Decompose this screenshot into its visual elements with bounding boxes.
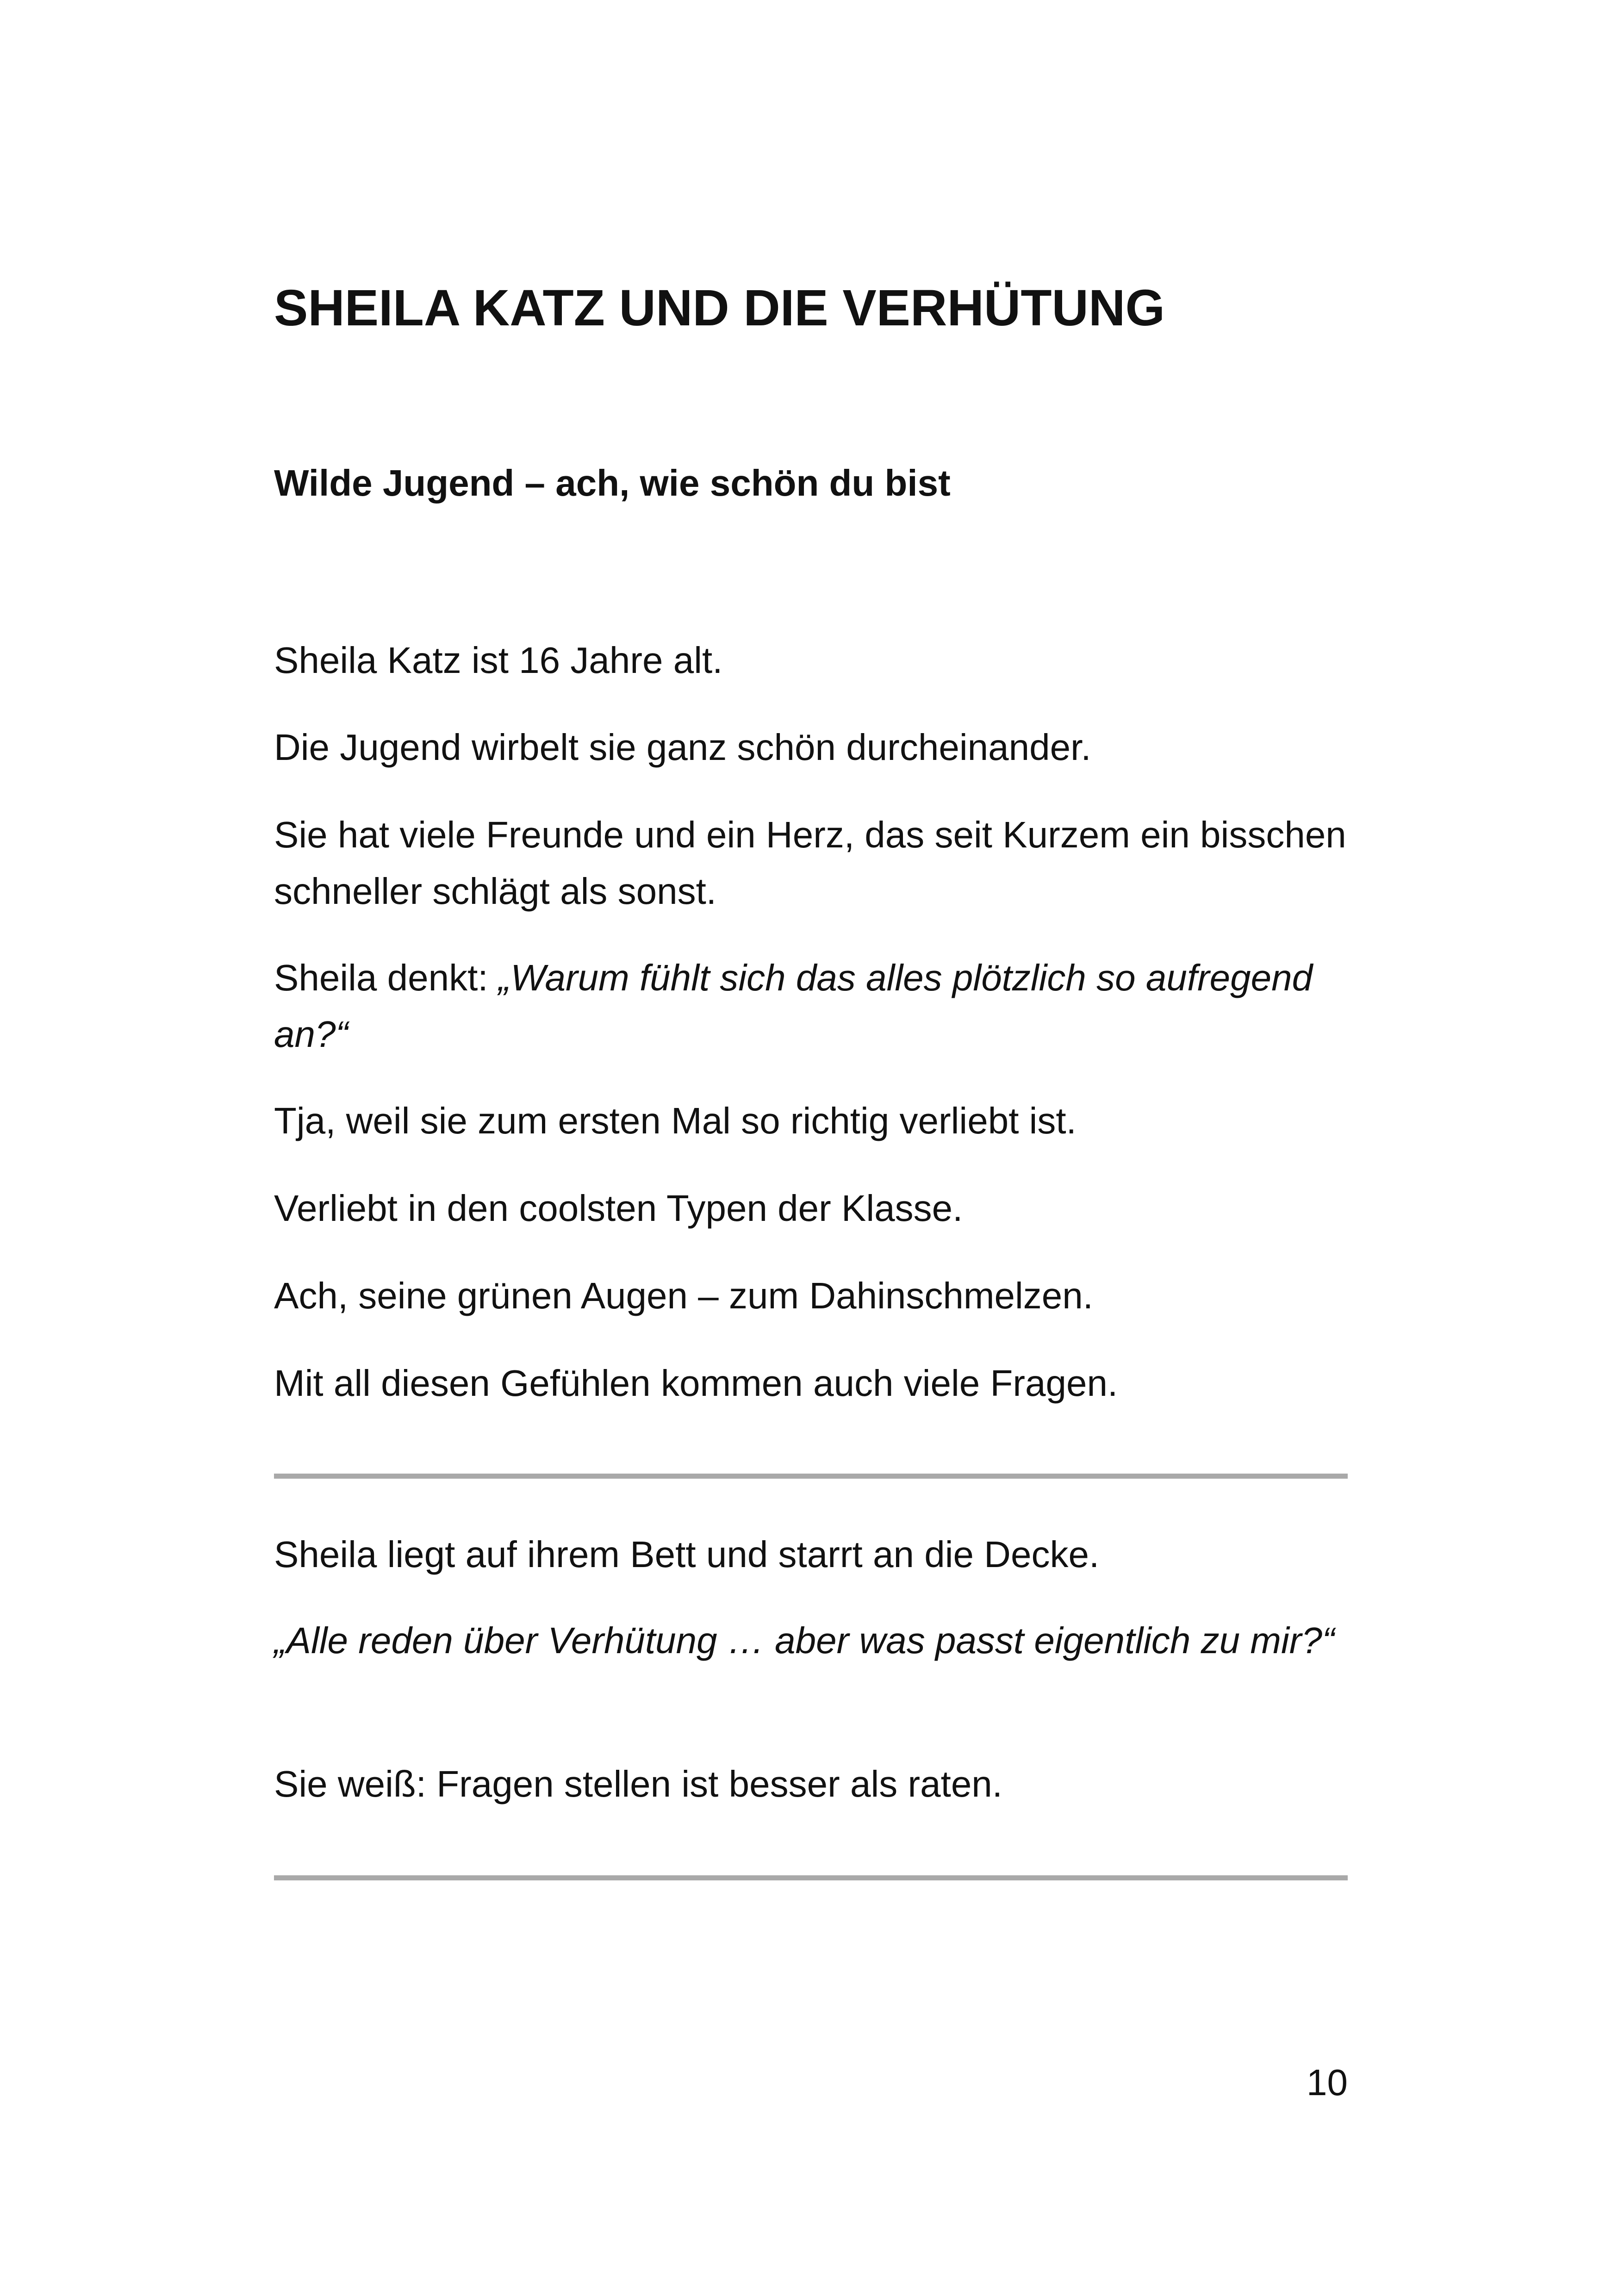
thought-quote: „Warum fühlt sich das alles plötzlich so aufregend an?“	[274, 957, 1313, 1055]
document-page	[274, 0, 1348, 2296]
paragraph-green-eyes: Ach, seine grünen Augen – zum Dahinschmelzen.	[274, 1275, 1093, 1316]
page-number: 10	[1307, 2062, 1348, 2103]
section-subtitle: Wilde Jugend – ach, wie schön du bist	[274, 462, 951, 504]
chapter-title: SHEILA KATZ UND DIE VERHÜTUNG	[274, 280, 1165, 336]
section-divider-bottom	[274, 1875, 1348, 1880]
contraception-quote: „Alle reden über Verhütung … aber was passt eigentlich zu mir?“	[274, 1620, 1335, 1661]
paragraph-ask-questions: Sie weiß: Fragen stellen ist besser als raten.	[274, 1763, 1003, 1804]
paragraph-age: Sheila Katz ist 16 Jahre alt.	[274, 640, 723, 681]
paragraph-sheila-thinks	[274, 950, 1348, 1063]
thought-prefix: Sheila denkt:	[274, 957, 498, 998]
paragraph-friends-heart: Sie hat viele Freunde und ein Herz, das seit Kurzem ein bisschen schneller schlägt als sonst.	[274, 814, 1346, 912]
section-divider	[274, 1474, 1348, 1479]
paragraph-bed: Sheila liegt auf ihrem Bett und starrt an die Decke.	[274, 1534, 1100, 1575]
paragraph-youth: Die Jugend wirbelt sie ganz schön durcheinander.	[274, 727, 1091, 768]
paragraph-contraception-quote	[274, 1612, 1348, 1669]
paragraph-questions: Mit all diesen Gefühlen kommen auch viele Fragen.	[274, 1363, 1118, 1404]
paragraph-coolest-guy: Verliebt in den coolsten Typen der Klasse.	[274, 1188, 963, 1229]
paragraph-in-love: Tja, weil sie zum ersten Mal so richtig verliebt ist.	[274, 1100, 1077, 1141]
